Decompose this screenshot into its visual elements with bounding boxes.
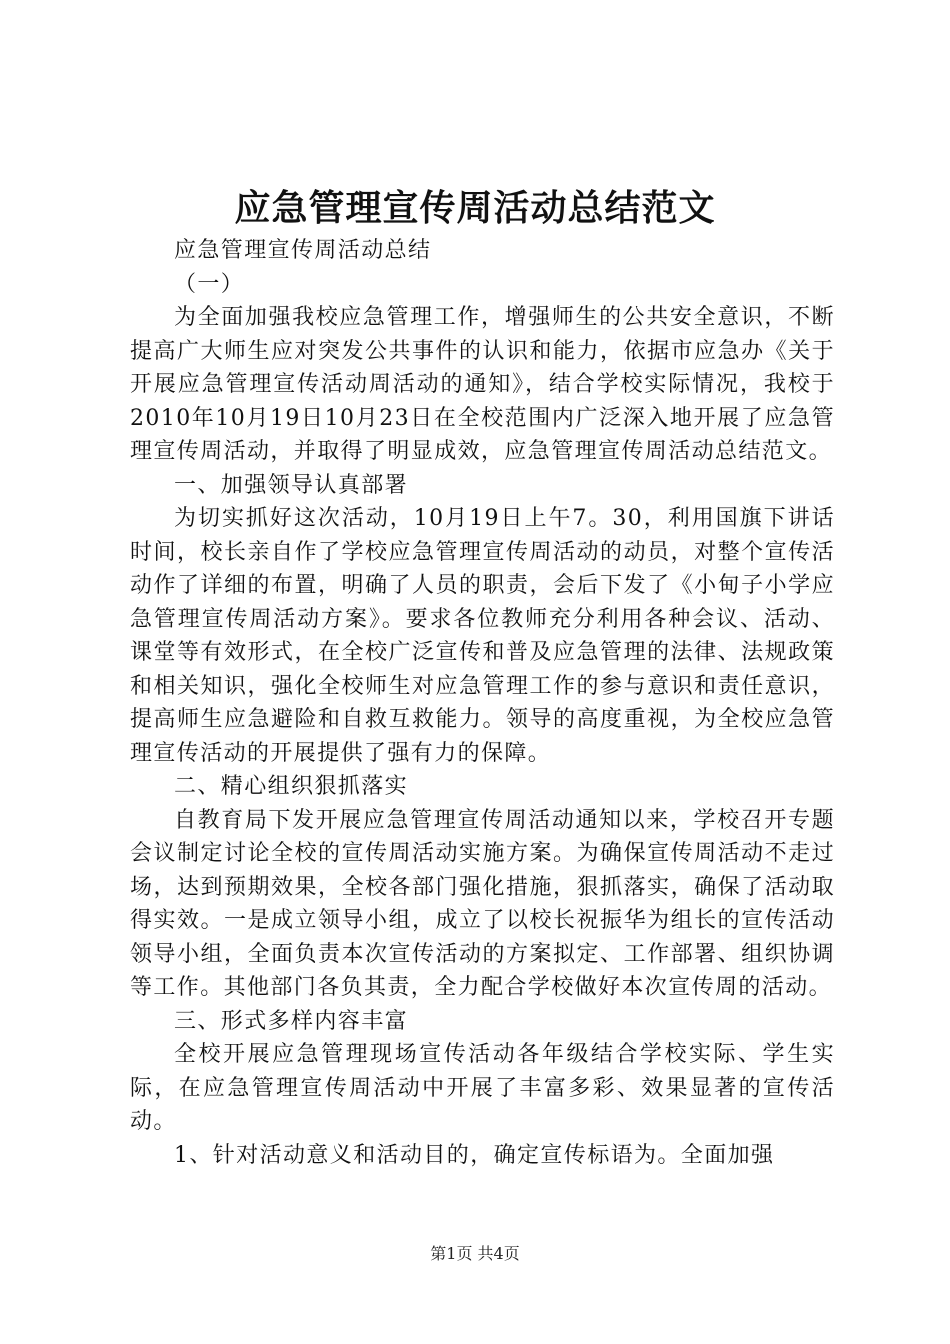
body-paragraph: 1、针对活动意义和活动目的，确定宣传标语为。全面加强 [174,1142,775,1168]
section-heading: 一、加强领导认真部署 [174,472,409,498]
page-footer: 第1页 共4页 [430,1244,520,1263]
document-body [130,234,835,1172]
subtitle-paragraph: 应急管理宣传周活动总结 [174,238,432,263]
body-paragraph: 为全面加强我校应急管理工作，增强师生的公共安全意识，不断提高广大师生应对突发公共事件的认识和能力，依据市应急办《关于开展应急管理宣传活动周活动的通知》，结合学校实际情况，我校于2010年10月19日10月23日在全校范围内广泛深入地开展了应急管理宣传周活动，并取得了明显成效，应急管理宣传周活动总结范文。 [130,305,835,464]
body-paragraph: 全校开展应急管理现场宣传活动各年级结合学校实际、学生实际，在应急管理宣传周活动中开展了丰富多彩、效果显著的宣传活动。 [130,1042,835,1134]
body-paragraph: 为切实抓好这次活动，10月19日上午7。30，利用国旗下讲话时间，校长亲自作了学校应急管理宣传周活动的动员，对整个宣传活动作了详细的布置，明确了人员的职责，会后下发了《小甸子小学应急管理宣传周活动方案》。要求各位教师充分利用各种会议、活动、课堂等有效形式，在全校广泛宣传和普及应急管理的法律、法规政策和相关知识，强化全校师生对应急管理工作的参与意识和责任意识，提高师生应急避险和自救互救能力。领导的高度重视，为全校应急管理宣传活动的开展提供了强有力的保障。 [130,506,835,766]
document-title: 应急管理宣传周活动总结范文 [234,187,716,229]
section-number-paragraph: （一） [174,271,245,297]
section-heading: 三、形式多样内容丰富 [174,1008,409,1034]
body-paragraph: 自教育局下发开展应急管理宣传周活动通知以来，学校召开专题会议制定讨论全校的宣传周活动实施方案。为确保宣传周活动不走过场，达到预期效果，全校各部门强化措施，狠抓落实，确保了活动取得实效。一是成立领导小组，成立了以校长祝振华为组长的宣传活动领导小组，全面负责本次宣传活动的方案拟定、工作部署、组织协调等工作。其他部门各负其责，全力配合学校做好本次宣传周的活动。 [130,807,835,1000]
section-heading: 二、精心组织狠抓落实 [174,774,409,799]
